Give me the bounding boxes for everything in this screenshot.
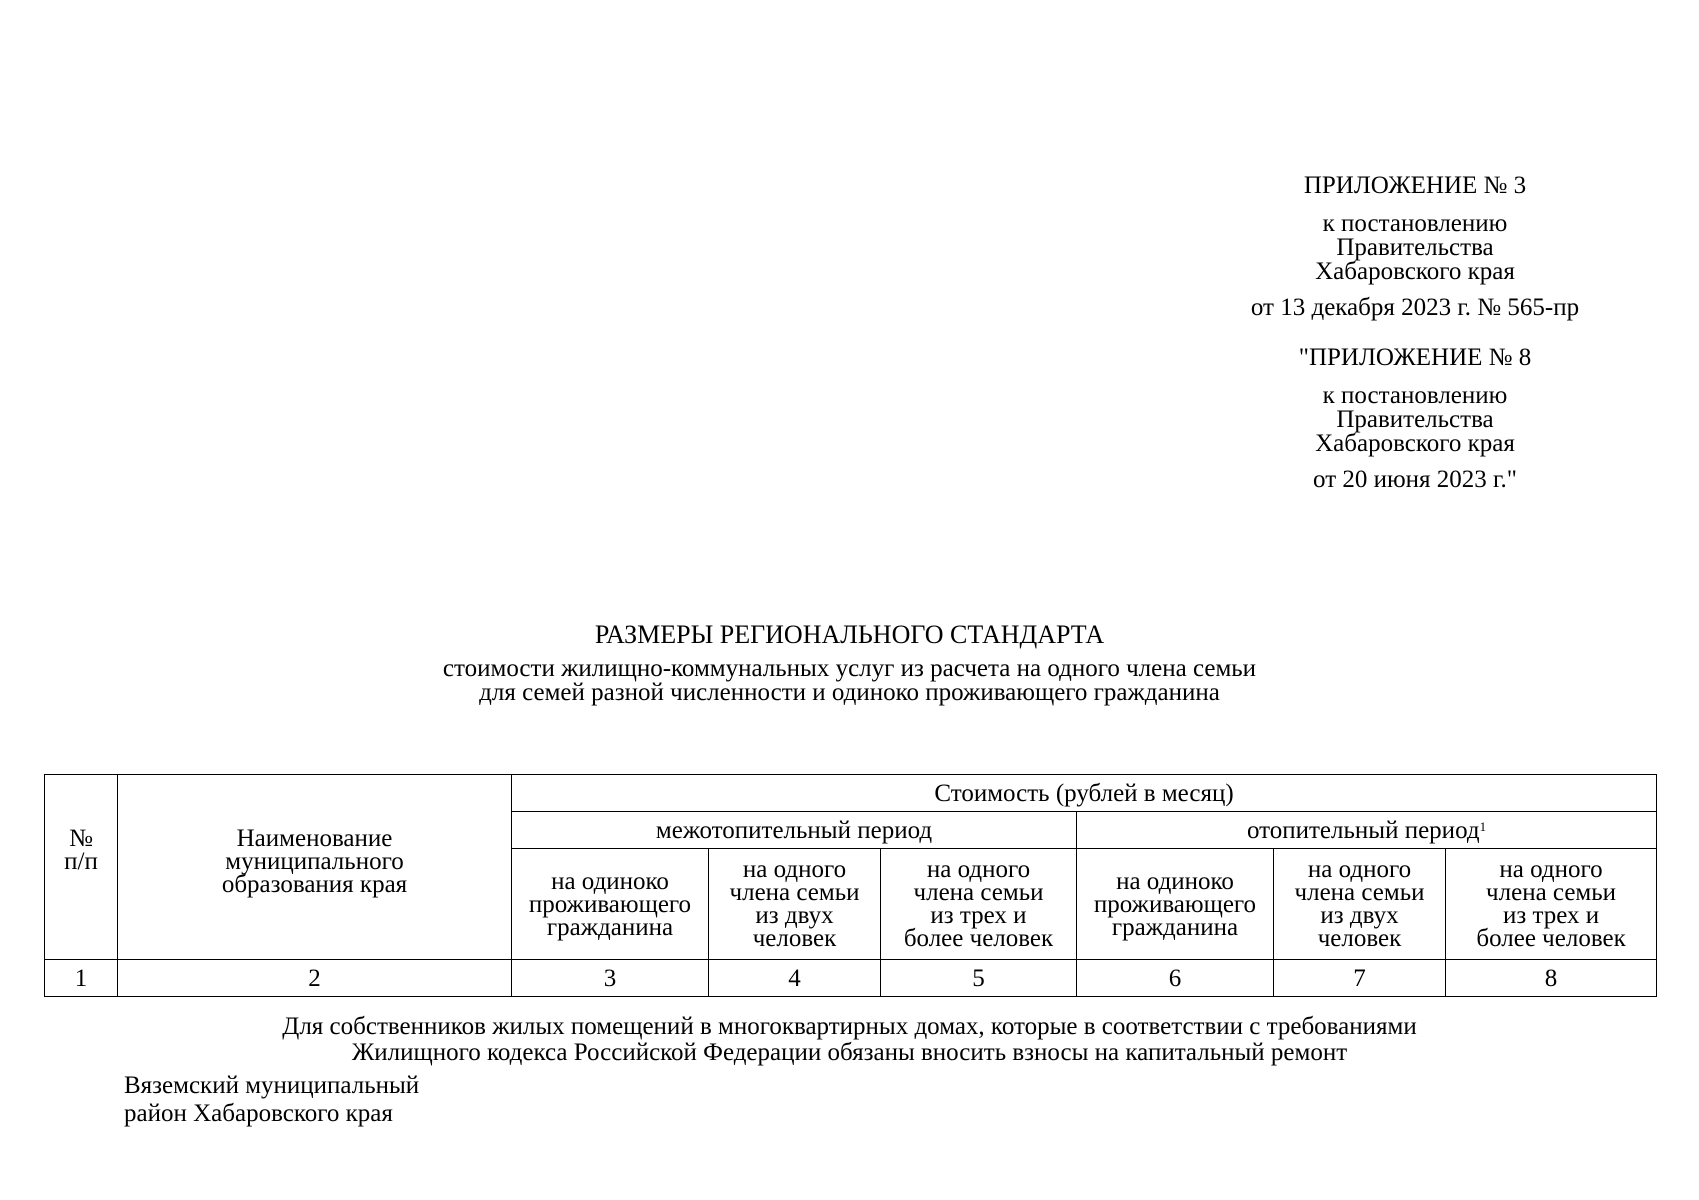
- subcol-line: на одного: [926, 856, 1031, 883]
- column-number: 2: [118, 960, 512, 997]
- region-line: Вяземский муниципальный: [124, 1072, 420, 1099]
- header-nonheating-period: межотопительный период: [512, 812, 1077, 849]
- appendix-8-line: Правительства: [1336, 406, 1494, 433]
- subcol-line: из трех и: [1502, 902, 1600, 929]
- region-name: [124, 1072, 419, 1128]
- subcol-line: более человек: [903, 925, 1054, 952]
- subcol-line: из двух: [755, 902, 834, 929]
- column-number: 7: [1274, 960, 1446, 997]
- subcol-line: из двух: [1320, 902, 1399, 929]
- subcol-line: на одного: [1499, 856, 1603, 883]
- subcol-line: гражданина: [1111, 913, 1239, 941]
- region-line: район Хабаровского края: [124, 1100, 393, 1127]
- subcol-line: проживающего: [1093, 890, 1257, 918]
- header-name-line: Наименование: [236, 825, 393, 852]
- subcol-line: члена семьи: [913, 879, 1044, 906]
- appendix-8-block: [1205, 346, 1625, 492]
- header-subcol-two: [709, 849, 881, 960]
- header-cost-cell: Стоимость (рублей в месяц): [512, 775, 1657, 812]
- header-name-line: муниципального: [225, 848, 404, 875]
- header-subcol-three: [1446, 849, 1657, 960]
- subtitle-line: для семей разной численности и одиноко проживающего гражданина: [479, 679, 1220, 706]
- subcol-line: более человек: [1476, 925, 1626, 952]
- subcol-line: проживающего: [528, 890, 692, 918]
- appendix-3-block: [1205, 174, 1625, 320]
- appendix-3-date: от 13 декабря 2023 г. № 565-пр: [1250, 294, 1580, 321]
- header-heating-period: [1077, 812, 1657, 849]
- standards-table: [44, 774, 1657, 997]
- section-note: [0, 1014, 1699, 1066]
- note-line: Жилищного кодекса Российской Федерации обязаны вносить взносы на капитальный ремонт: [351, 1039, 1348, 1066]
- header-number-line: п/п: [64, 848, 98, 875]
- header-subcol-single: [512, 849, 709, 960]
- document-subtitle: [0, 657, 1699, 705]
- appendix-8-line: к постановлению: [1322, 382, 1508, 409]
- header-subcol-two: [1274, 849, 1446, 960]
- appendix-8-heading: "ПРИЛОЖЕНИЕ № 8: [1298, 344, 1532, 371]
- subcol-line: члена семьи: [1486, 879, 1617, 906]
- header-name-line: образования края: [221, 871, 408, 898]
- document-title: РАЗМЕРЫ РЕГИОНАЛЬНОГО СТАНДАРТА: [594, 620, 1105, 649]
- column-number: 8: [1446, 960, 1657, 997]
- header-number-line: №: [69, 825, 93, 852]
- column-number: 6: [1077, 960, 1274, 997]
- appendix-3-line: к постановлению: [1322, 210, 1508, 237]
- subcol-line: на одиноко: [551, 867, 669, 895]
- subcol-line: человек: [752, 925, 837, 952]
- appendix-3-line: Правительства: [1336, 234, 1494, 261]
- header-number-cell: [45, 775, 118, 960]
- header-subcol-three: [881, 849, 1077, 960]
- appendix-8-date: от 20 июня 2023 г.": [1313, 466, 1517, 493]
- header-subcol-single: [1077, 849, 1274, 960]
- appendix-3-line: Хабаровского края: [1315, 258, 1515, 285]
- header-name-cell: [118, 775, 512, 960]
- note-line: Для собственников жилых помещений в многоквартирных домах, которые в соответствии с требованиями: [282, 1013, 1417, 1040]
- subcol-line: на одного: [742, 856, 847, 883]
- appendix-8-line: Хабаровского края: [1315, 430, 1515, 457]
- subcol-line: гражданина: [546, 913, 674, 941]
- subcol-line: человек: [1317, 925, 1402, 952]
- appendix-3-heading: ПРИЛОЖЕНИЕ № 3: [1303, 172, 1527, 199]
- column-number: 5: [881, 960, 1077, 997]
- subcol-line: из трех и: [930, 902, 1027, 929]
- subcol-line: на одиноко: [1116, 867, 1234, 895]
- subcol-line: члена семьи: [729, 879, 860, 906]
- heating-period-label: отопительный период: [1246, 816, 1480, 844]
- subtitle-line: стоимости жилищно-коммунальных услуг из расчета на одного члена семьи: [442, 655, 1257, 682]
- table-header-row: [45, 775, 1657, 812]
- footnote-marker: 1: [1479, 818, 1487, 834]
- subcol-line: члена семьи: [1294, 879, 1425, 906]
- column-number: 1: [45, 960, 118, 997]
- column-number: 3: [512, 960, 709, 997]
- column-number: 4: [709, 960, 881, 997]
- subcol-line: на одного: [1307, 856, 1412, 883]
- table-numbering-row: [45, 960, 1657, 997]
